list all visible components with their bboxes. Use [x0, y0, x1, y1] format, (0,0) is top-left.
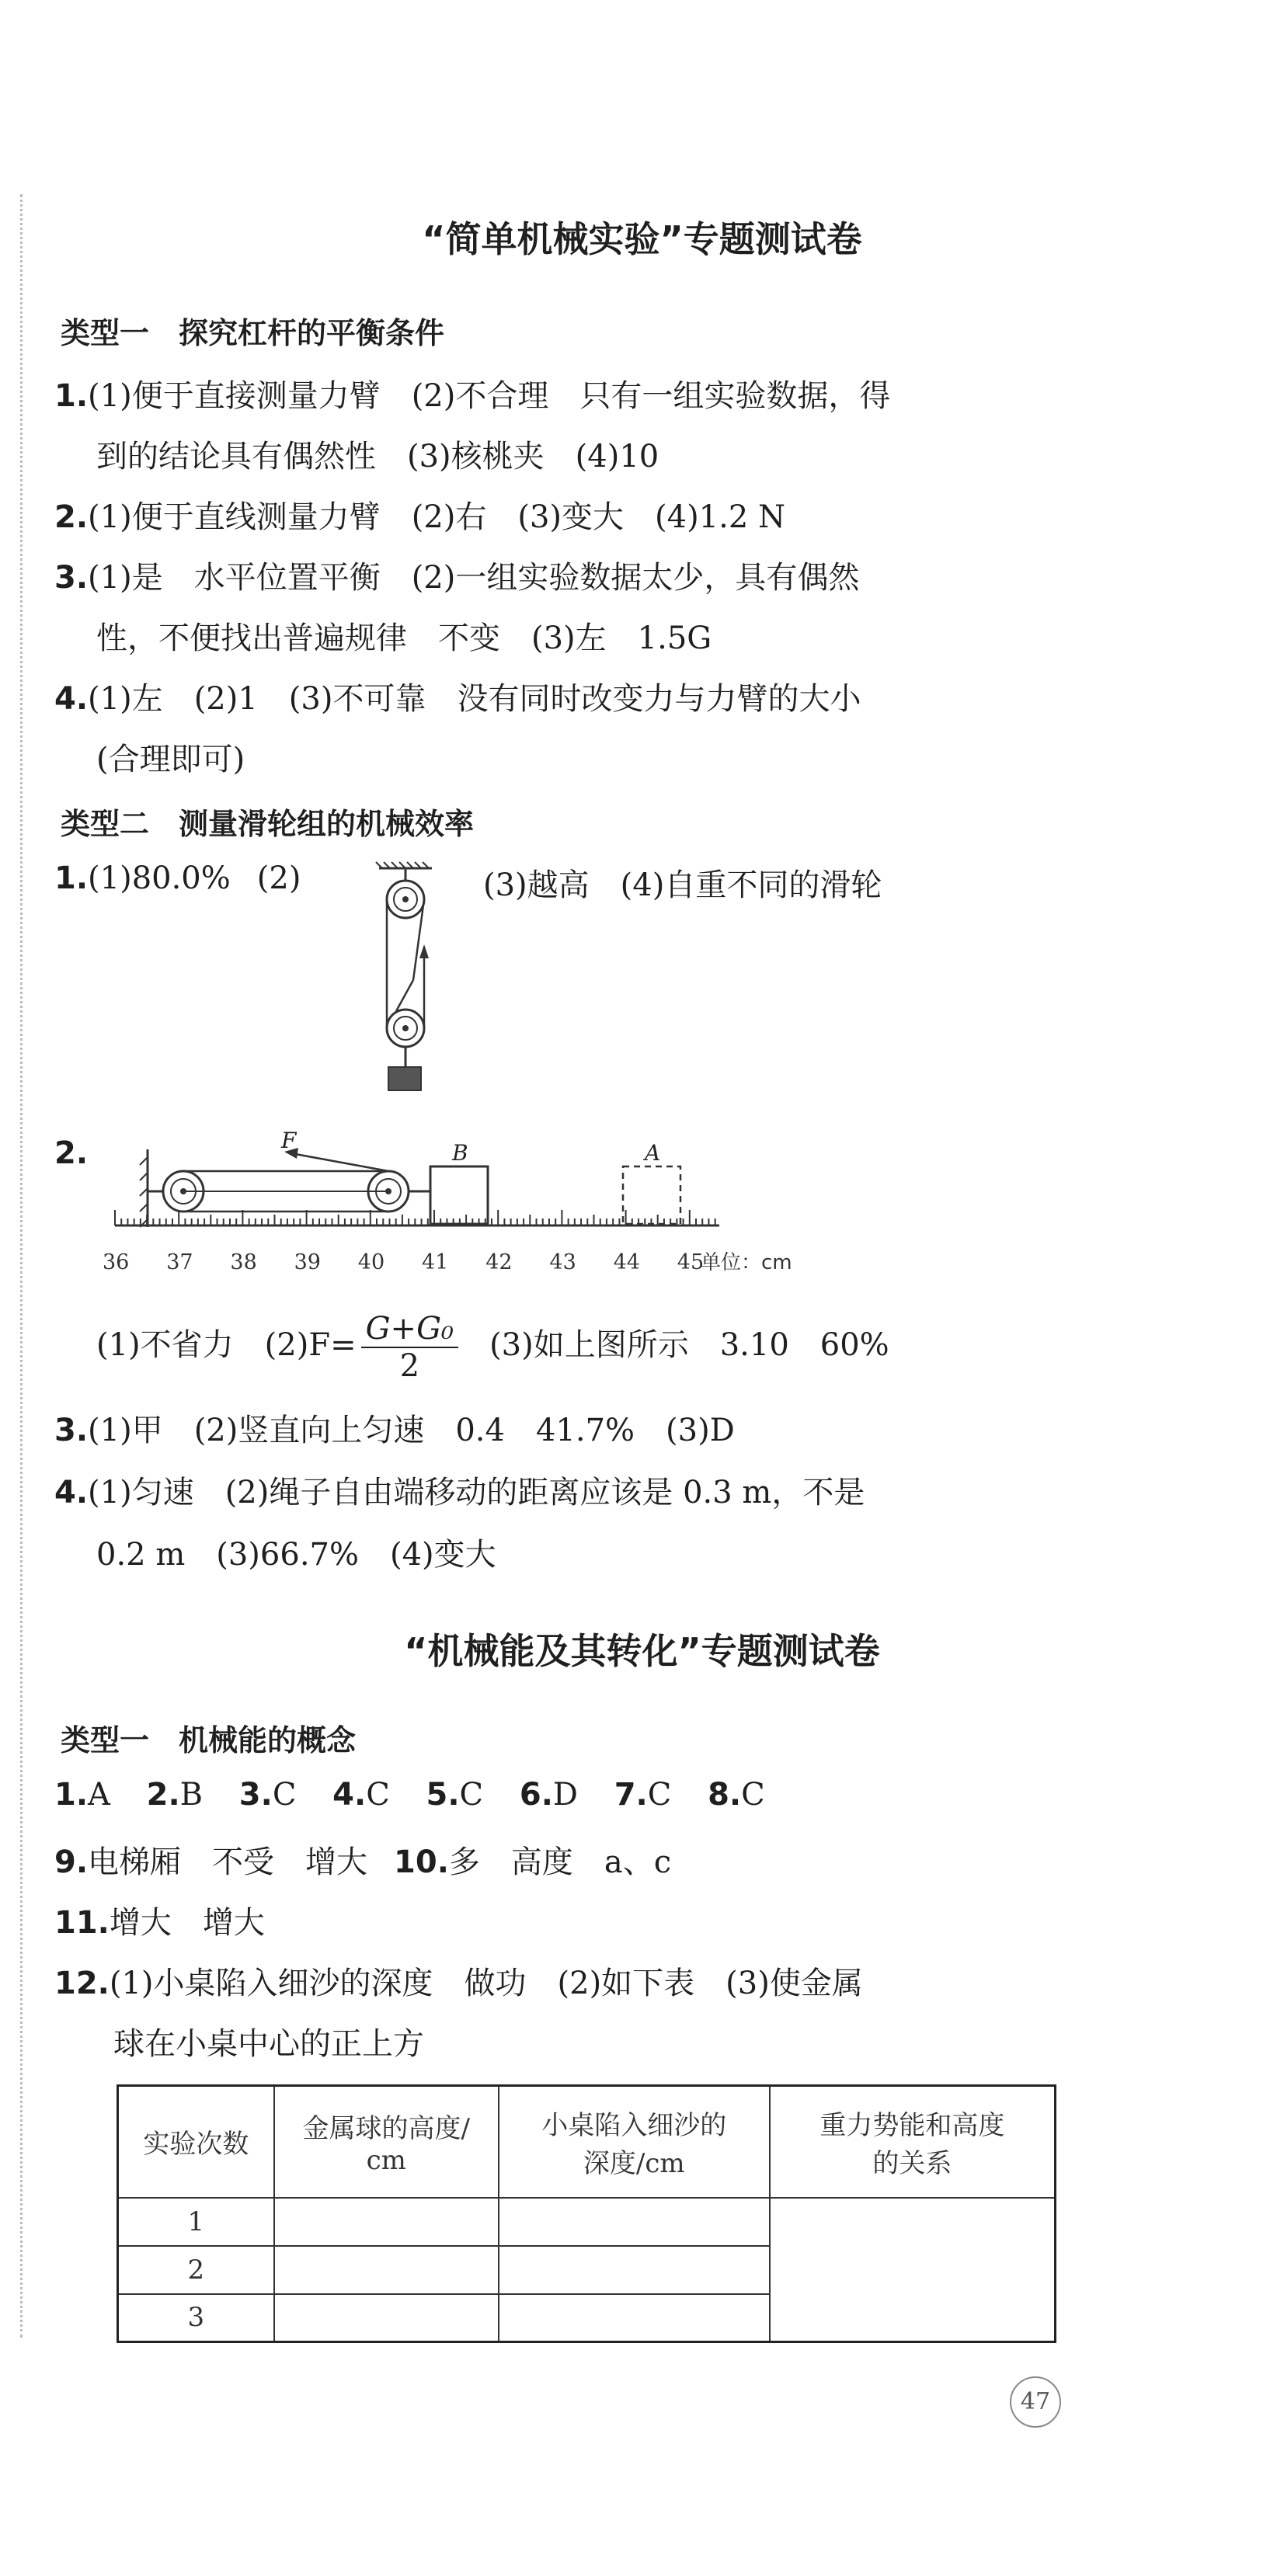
- question-number: 1.: [54, 378, 89, 414]
- section-heading-energy-concept: 类型一 机械能的概念: [61, 1723, 357, 1757]
- ruler-tick-label: 36: [103, 1250, 130, 1274]
- answer-3-line1: [54, 553, 859, 597]
- answer-text: (1)左 (2)1 (3)不可靠 没有同时改变力与力臂的大小: [88, 681, 861, 717]
- table-row-trial: 3: [118, 2294, 274, 2342]
- answer-4-line1: [54, 674, 861, 718]
- block-label-B: B: [452, 1140, 468, 1166]
- fraction-numerator: G+G₀: [361, 1311, 458, 1348]
- answer-part-2: (3)如上图所示 3.10 60%: [489, 1327, 889, 1363]
- answer-1-line2: 到的结论具有偶然性 (3)核桃夹 (4)10: [96, 439, 659, 475]
- question-number: 4.: [54, 1475, 89, 1510]
- table-row-trial: 2: [118, 2246, 274, 2294]
- table-cell-merged: [770, 2198, 1056, 2342]
- pulley-answer-3: [54, 1406, 735, 1450]
- choice-answers-row: [54, 1777, 765, 1813]
- fraction-denominator: 2: [399, 1348, 420, 1384]
- table-cell: [274, 2246, 499, 2294]
- answer-text: (1)是 水平位置平衡 (2)一组实验数据太少，具有偶然: [88, 560, 860, 596]
- answer-12-line1: [54, 1959, 863, 2003]
- answer-text: 多 高度 a、c: [448, 1844, 672, 1880]
- answer-part-2: (2): [256, 860, 301, 896]
- question-number: 1.: [54, 1777, 89, 1813]
- table-cell: [274, 2294, 499, 2342]
- table-header-trial: 实验次数: [118, 2086, 274, 2198]
- question-number: 9.: [54, 1844, 89, 1880]
- pulley-answer-4-line1: [54, 1468, 865, 1512]
- answer-11: [54, 1898, 265, 1942]
- answer-4-line2: (合理即可): [96, 742, 245, 777]
- choice-answer: C: [741, 1777, 765, 1813]
- answer-1-line1: [54, 371, 890, 415]
- pulley-system-figure: [365, 864, 451, 1104]
- table-cell: [499, 2246, 770, 2294]
- binding-dotted-line: [20, 194, 23, 2338]
- header-line: 金属球的高度/: [302, 2113, 470, 2145]
- answer-text: (1)便于直接测量力臂 (2)不合理 只有一组实验数据，得: [88, 378, 891, 414]
- table-header-height: [274, 2086, 499, 2198]
- ruler-tick-label: 38: [230, 1250, 257, 1274]
- answer-3-line2: 性，不便找出普遍规律 不变 (3)左 1.5G: [96, 621, 712, 656]
- question-number: 3.: [54, 1413, 89, 1448]
- experiment-table: [117, 2084, 1056, 2343]
- section-heading-lever: 类型一 探究杠杆的平衡条件: [61, 316, 445, 350]
- answer-text: 电梯厢 不受 增大: [88, 1844, 368, 1880]
- ruler-tick-label: 41: [422, 1250, 449, 1274]
- ruler-pulley-figure: [101, 1126, 792, 1289]
- question-number: 2.: [54, 1135, 89, 1171]
- page-number: 47: [1010, 2376, 1061, 2428]
- question-number: 6.: [519, 1777, 553, 1813]
- answer-2: [54, 492, 785, 537]
- choice-answer: A: [88, 1777, 110, 1813]
- ruler-tick-label: 44: [613, 1250, 640, 1274]
- pulley-answer-1: [54, 860, 301, 896]
- choice-answer: C: [647, 1777, 672, 1813]
- header-line: cm: [366, 2145, 406, 2177]
- section-heading-pulley: 类型二 测量滑轮组的机械效率: [61, 807, 475, 841]
- answer-part-1: (1)80.0%: [88, 860, 231, 896]
- question-number: 12.: [54, 1966, 110, 2001]
- force-label-F: F: [281, 1128, 297, 1153]
- question-number: 7.: [614, 1777, 648, 1813]
- table-header-relation: [770, 2086, 1056, 2198]
- ruler-unit-label: 单位：cm: [701, 1251, 792, 1274]
- header-line: 的关系: [872, 2147, 952, 2179]
- header-line: 深度/cm: [583, 2147, 685, 2179]
- choice-answer: C: [366, 1777, 390, 1813]
- choice-answer: C: [272, 1777, 297, 1813]
- answer-text: (1)小桌陷入细沙的深度 做功 (2)如下表 (3)使金属: [109, 1966, 863, 2001]
- answer-12-line2: 球在小桌中心的正上方: [113, 2026, 424, 2062]
- table-cell: [274, 2198, 499, 2246]
- ruler-tick-label: 40: [357, 1250, 385, 1274]
- formula-fraction: [361, 1311, 458, 1384]
- choice-answer: D: [552, 1777, 578, 1813]
- answer-part-1: (1)不省力 (2)F=: [96, 1327, 357, 1363]
- question-number: 2.: [54, 499, 89, 535]
- table-row-trial: 1: [118, 2198, 274, 2246]
- answer-text: (1)匀速 (2)绳子自由端移动的距离应该是 0.3 m，不是: [88, 1475, 865, 1510]
- page-title-simple-machines: “简单机械实验”专题测试卷: [422, 218, 862, 260]
- question-number: 4.: [54, 681, 89, 717]
- question-number: 3.: [54, 560, 89, 596]
- question-2-number: [54, 1135, 88, 1171]
- header-line: 重力势能和高度: [819, 2109, 1005, 2141]
- header-line: 小桌陷入细沙的: [541, 2109, 727, 2141]
- question-number: 5.: [426, 1777, 460, 1813]
- ruler-tick-label: 42: [485, 1250, 513, 1274]
- answer-text: (1)便于直线测量力臂 (2)右 (3)变大 (4)1.2 N: [88, 499, 785, 535]
- question-number: 3.: [238, 1777, 273, 1813]
- pulley-answer-4-line2: 0.2 m (3)66.7% (4)变大: [96, 1537, 496, 1573]
- choice-answer: B: [179, 1777, 204, 1813]
- choice-answer: C: [459, 1777, 484, 1813]
- answer-text: (1)甲 (2)竖直向上匀速 0.4 41.7% (3)D: [88, 1413, 735, 1448]
- answer-text: 增大 增大: [109, 1905, 265, 1941]
- question-number: 2.: [146, 1777, 180, 1813]
- question-number: 10.: [394, 1844, 449, 1880]
- question-number: 11.: [54, 1905, 110, 1941]
- question-number: 1.: [54, 860, 89, 896]
- page-title-mechanical-energy: “机械能及其转化”专题测试卷: [404, 1630, 880, 1672]
- question-number: 8.: [708, 1777, 742, 1813]
- pulley-answer-2: [96, 1311, 889, 1384]
- table-cell: [499, 2294, 770, 2342]
- answers-9-10: [54, 1837, 671, 1882]
- ruler-tick-label: 45: [677, 1250, 705, 1274]
- block-label-A: A: [645, 1140, 661, 1166]
- question-number: 4.: [332, 1777, 367, 1813]
- ruler-tick-label: 37: [166, 1250, 193, 1274]
- ruler-tick-label: 39: [294, 1250, 321, 1274]
- ruler-tick-label: 43: [549, 1250, 576, 1274]
- table-cell: [499, 2198, 770, 2246]
- pulley-answer-1-rest: (3)越高 (4)自重不同的滑轮: [483, 867, 882, 903]
- table-header-depth: [499, 2086, 770, 2198]
